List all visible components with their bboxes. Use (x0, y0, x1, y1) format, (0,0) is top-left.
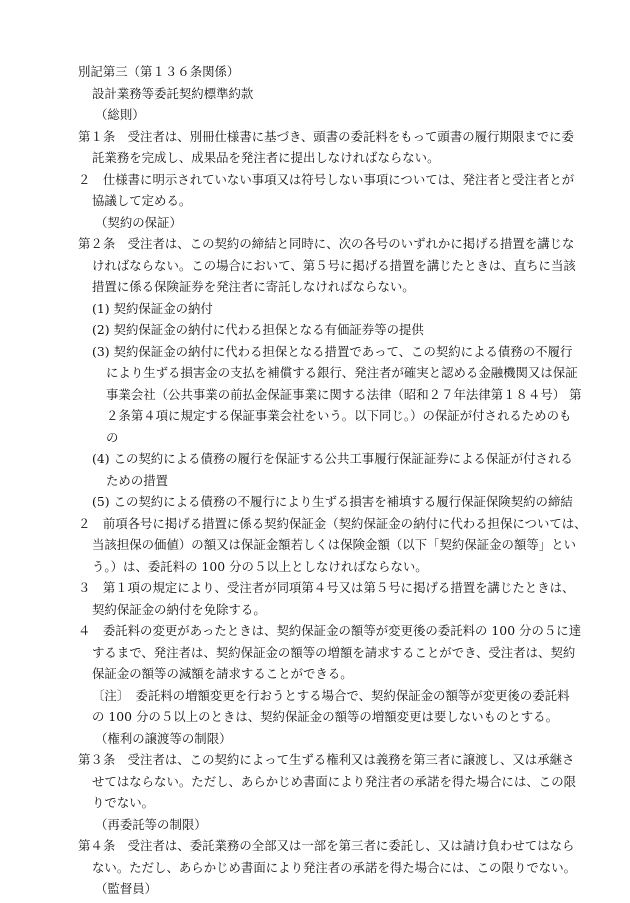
article-2-paragraph-line: 当該担保の価値）の額又は保証金額若しくは保険金額（以下「契約保証金の額等」とい (92, 537, 577, 552)
article-4-line: 第４条 受注者は、委託業務の全部又は一部を第三者に委託し、又は請け負わせてはなら (78, 838, 575, 853)
article-3-line: りでない。 (92, 795, 155, 810)
article-3-line: せてはならない。ただし、あらかじめ書面により発注者の承諾を得た場合には、この限 (92, 774, 577, 789)
article-2-item-continuation: ２条第４項に規定する保証事業会社をいう。以下同じ。）の保証が付されるためのも (106, 408, 572, 423)
article-2-item: (3) 契約保証金の納付に代わる担保となる措置であって、この契約による債務の不履行 (92, 344, 573, 359)
section-heading: （総則） (95, 107, 145, 122)
article-2-paragraph-line: 保証金の額等の減額を請求することができる。 (92, 666, 353, 681)
section-heading: （契約の保証） (95, 215, 182, 230)
article-2-paragraph-line: う。）は、委託料の 100 分の５以上としなければならない。 (92, 559, 428, 574)
article-2-line: 第２条 受注者は、この契約の締結と同時に、次の各号のいずれかに掲げる措置を講じな (78, 236, 575, 251)
article-2-line: ければならない。この場合において、第５号に掲げる措置を講じたときは、直ちに当該 (92, 258, 576, 273)
article-2-item-continuation: の (106, 430, 119, 445)
article-2-paragraph-line: ４ 委託料の変更があったときは、契約保証金の額等が変更後の委託料の 100 分の５に達 (78, 623, 582, 638)
article-2-item-continuation: 事業会社（公共事業の前払金保証事業に関する法律（昭和２７年法律第１８４号） 第 (106, 387, 582, 402)
section-heading: （再委託等の制限） (95, 817, 207, 832)
appendix-heading: 別記第三（第１３６条関係） (78, 64, 240, 79)
article-2-item: (5) この契約による債務の不履行により生ずる損害を補填する履行保証保険契約の締結 (92, 494, 573, 509)
article-2-item: (4) この契約による債務の履行を保証する公共工事履行保証証券による保証が付される (92, 451, 573, 466)
article-2-item: (1) 契約保証金の納付 (92, 301, 213, 316)
section-heading: （権利の譲渡等の制限） (95, 731, 232, 746)
article-2-paragraph-line: するまで、発注者は、契約保証金の額等の増額を請求することができ、受注者は、契約 (92, 645, 576, 660)
article-1-line: 第１条 受注者は、別冊仕様書に基づき、頭書の委託料をもって頭書の履行期限までに委 (78, 129, 574, 144)
document-title: 設計業務等委託契約標準約款 (92, 86, 254, 101)
article-1-paragraph-line: 協議して定める。 (92, 193, 192, 208)
article-1-paragraph-line: ２ 仕様書に明示されていない事項又は符号しない事項については、発注者と受注者とが (78, 172, 575, 187)
article-2-item-continuation: により生ずる損害金の支払を補償する銀行、発注者が確実と認める金融機関又は保証 (106, 365, 578, 380)
article-2-item: (2) 契約保証金の納付に代わる担保となる有価証券等の提供 (92, 322, 424, 337)
section-heading: （監督員） (95, 881, 158, 896)
article-2-line: 措置に係る保険証券を発注者に寄託しなければならない。 (92, 279, 415, 294)
article-2-note-line: 〔注〕 委託料の増額変更を行おうとする場合で、契約保証金の額等が変更後の委託料 (92, 688, 570, 703)
article-2-paragraph-line: ２ 前項各号に掲げる措置に係る契約保証金（契約保証金の納付に代わる担保については、 (78, 516, 587, 531)
article-4-line: ない。ただし、あらかじめ書面により発注者の承諾を得た場合には、この限りでない。 (92, 860, 577, 875)
article-3-line: 第３条 受注者は、この契約によって生ずる権利又は義務を第三者に譲渡し、又は承継さ (78, 752, 575, 767)
article-2-paragraph-line: 契約保証金の納付を免除する。 (92, 602, 266, 617)
article-2-item-continuation: ための措置 (106, 473, 169, 488)
article-1-line: 託業務を完成し、成果品を発注者に提出しなければならない。 (92, 150, 440, 165)
article-2-note-line: の 100 分の５以上のときは、契約保証金の額等の増額変更は要しないものとする。 (92, 709, 558, 724)
article-2-paragraph-line: ３ 第１項の規定により、受注者が同項第４号又は第５号に掲げる措置を講じたときは、 (78, 580, 575, 595)
